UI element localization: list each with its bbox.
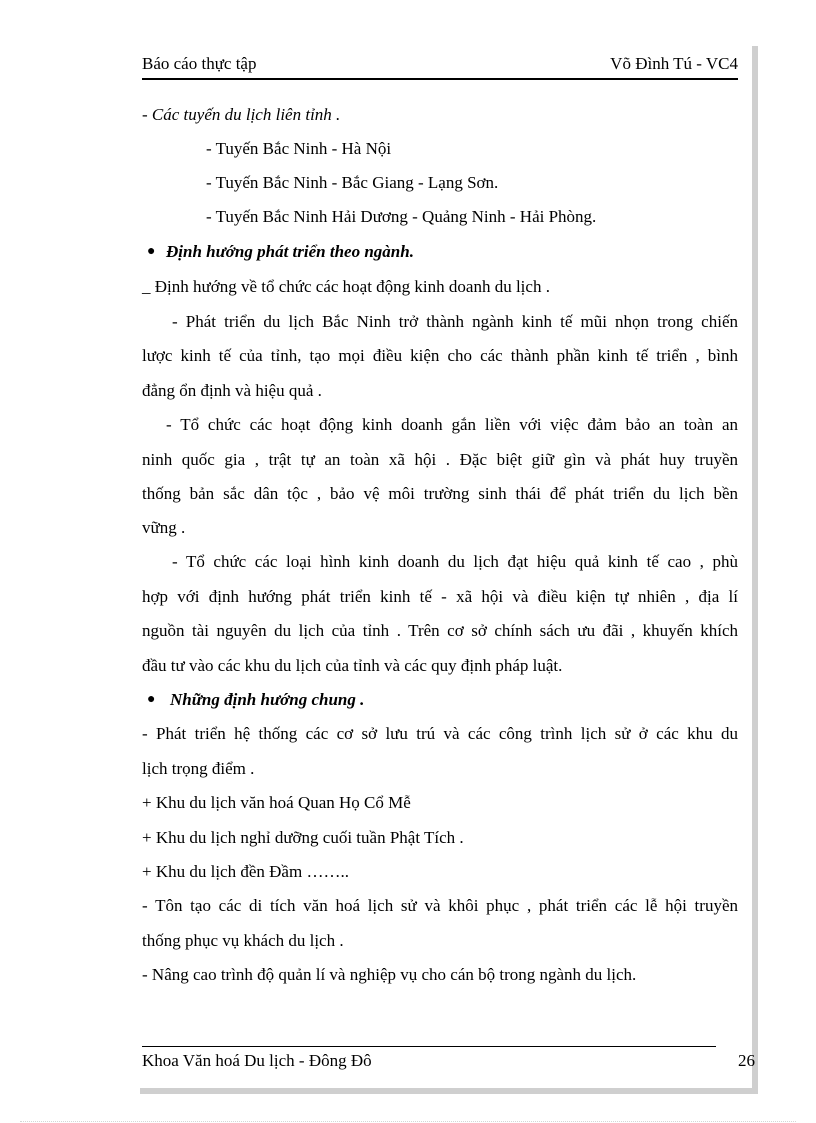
page-header [142,52,738,80]
page-separator [20,1121,796,1122]
header-left: Báo cáo thực tập [142,54,257,73]
body-line: - Nâng cao trình độ quản lí và nghiệp vụ cho cán bộ trong ngành du lịch. [142,965,637,984]
body-line: - Tôn tạo các di tích văn hoá lịch sử và khôi phục , phát triển các lễ hội truyền [142,896,738,915]
bullet-icon: ● [147,692,156,707]
body-line: - Tuyến Bắc Ninh - Bắc Giang - Lạng Sơn. [206,173,499,192]
body-line: + Khu du lịch nghỉ dưỡng cuối tuần Phật Tích . [142,828,464,847]
body-line: lịch trọng điểm . [142,759,255,778]
body-line: - Các tuyến du lịch liên tỉnh . [142,105,341,124]
body-line: hợp với định hướng phát triển kinh tế - xã hội và điều kiện tự nhiên , địa lí [142,587,738,606]
body-line: + Khu du lịch đền Đầm …….. [142,862,349,881]
bullet-icon: ● [147,244,156,259]
page-number: 26 [738,1051,755,1070]
body-line: - Tổ chức các hoạt động kinh doanh gắn liền với việc đảm bảo an toàn an [166,415,738,434]
body-line: - Phát triển hệ thống các cơ sở lưu trú và các công trình lịch sử ở các khu du [142,724,738,743]
body-line: - Tuyến Bắc Ninh - Hà Nội [206,139,392,158]
body-line: - Tuyến Bắc Ninh Hải Dương - Quảng Ninh - Hải Phòng. [206,207,597,226]
body-line: - Phát triển du lịch Bắc Ninh trở thành ngành kinh tế mũi nhọn trong chiến [172,312,738,331]
body-line: - Tổ chức các loại hình kinh doanh du lịch đạt hiệu quả kinh tế cao , phù [172,552,738,571]
page-shadow-right [752,46,758,1094]
body-line: đầu tư vào các khu du lịch của tỉnh và các quy định pháp luật. [142,656,563,675]
header-right: Võ Đình Tú - VC4 [610,54,738,73]
body-line: lược kinh tế của tỉnh, tạo mọi điều kiện cho các thành phần kinh tế triển , bình [142,346,738,365]
body-line: + Khu du lịch văn hoá Quan Họ Cổ Mễ [142,793,411,812]
footer-rule [142,1046,716,1047]
body-line: đẳng ổn định và hiệu quả . [142,381,322,400]
body-line: nguồn tài nguyên du lịch của tỉnh . Trên cơ sở chính sách ưu đãi , khuyến khích [142,621,738,640]
body-line: ninh quốc gia , trật tự an toàn xã hội . Đặc biệt giữ gìn và phát huy truyền [142,450,738,469]
body-line: thống bản sắc dân tộc , bảo vệ môi trường sinh thái để phát triển du lịch bền [142,484,738,503]
section-heading: Định hướng phát triển theo ngành. [166,242,414,261]
section-heading: Những định hướng chung . [170,690,365,709]
body-line: _ Định hướng về tổ chức các hoạt động kinh doanh du lịch . [142,277,550,296]
page-shadow-bottom [140,1088,758,1094]
body-line: thống phục vụ khách du lịch . [142,931,344,950]
body-line: vững . [142,518,186,537]
footer-left: Khoa Văn hoá Du lịch - Đông Đô [142,1051,372,1070]
